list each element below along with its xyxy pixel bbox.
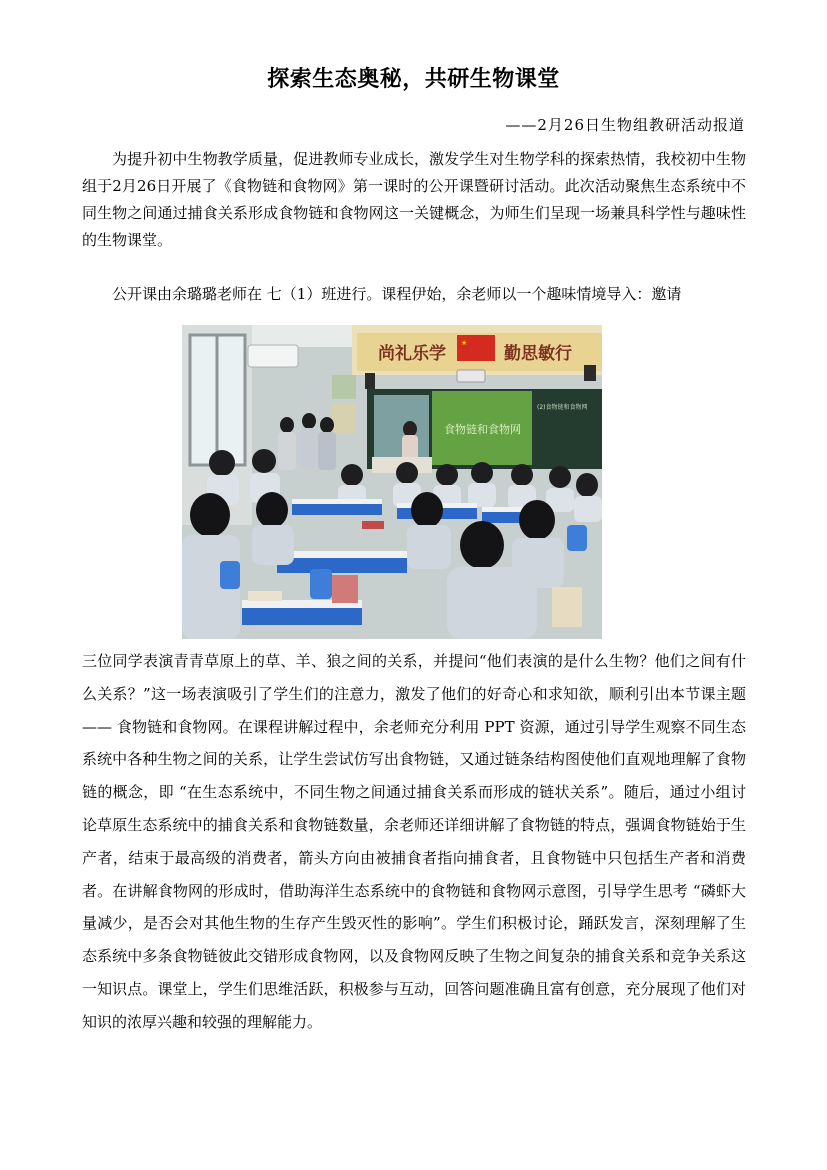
svg-text:★: ★ <box>461 339 468 347</box>
blackboard-note-text: (2)食物链和食物网 <box>537 404 588 411</box>
paragraph-lesson-details: 三位同学表演青青草原上的草、羊、狼之间的关系，并提问“他们表演的是什么生物？他们之间有什么关系？”这一场表演吸引了学生们的注意力，激发了他们的好奇心和求知欲，顺利引出本节课主题 —— 食物链和食物网。在课程讲解过程中，余老师充分利用 PPT 资源，通过引导学生观察不同生态系统中各种生物之间的关系，让学生尝试仿写出食物链，又通过链条结构图使他们直观地理解了食物链的概念，即 “在生态系统中，不同生物之间通过捕食关系而形成的链状关系”。随后，通过小组讨论草原生态系统中的捕食关系和食物链数量，余老师还详细讲解了食物链的特点，强调食物链始于生产者，结束于最高级的消费者，箭头方向由被捕食者指向捕食者，且食物链中只包括生产者和消费者。在讲解食物网的形成时，借助海洋生态系统中的食物链和食物网示意图，引导学生思考 “磷虾大量减少，是否会对其他生物的生存产生毁灭性的影响”。学生们积极讨论，踊跃发言，深刻理解了生态系统中多条食物链彼此交错形成食物网，以及食物网反映了生物之间复杂的捕食关系和竞争关系这一知识点。课堂上，学生们思维活跃，积极参与互动，回答问题准确且富有创意，充分展现了他们对知识的浓厚兴趣和较强的理解能力。 <box>82 652 746 1031</box>
banner-right-text: 勤思敏行 <box>504 344 572 364</box>
ppt-title-text: 食物链和食物网 <box>444 423 521 436</box>
article-title: 探索生态奥秘，共研生物课堂 <box>267 67 560 92</box>
banner-left-text: 尚礼乐学 <box>378 344 446 364</box>
article-subtitle: ——2月26日生物组教研活动报道 <box>505 116 745 134</box>
paragraph-intro: 为提升初中生物教学质量，促进教师专业成长，激发学生对生物学科的探索热情，我校初中生物组于2月26日开展了《食物链和食物网》第一课时的公开课暨研讨活动。此次活动聚焦生态系统中不同生物之间通过捕食关系形成食物链和食物网这一关键概念，为师生们呈现一场兼具科学性与趣味性的生物课堂。 <box>82 150 746 249</box>
classroom-photo <box>182 325 602 639</box>
paragraph-lesson-start: 公开课由余璐璐老师在 七（1）班进行。课程伊始，余老师以一个趣味情境导入：邀请 <box>112 285 682 303</box>
